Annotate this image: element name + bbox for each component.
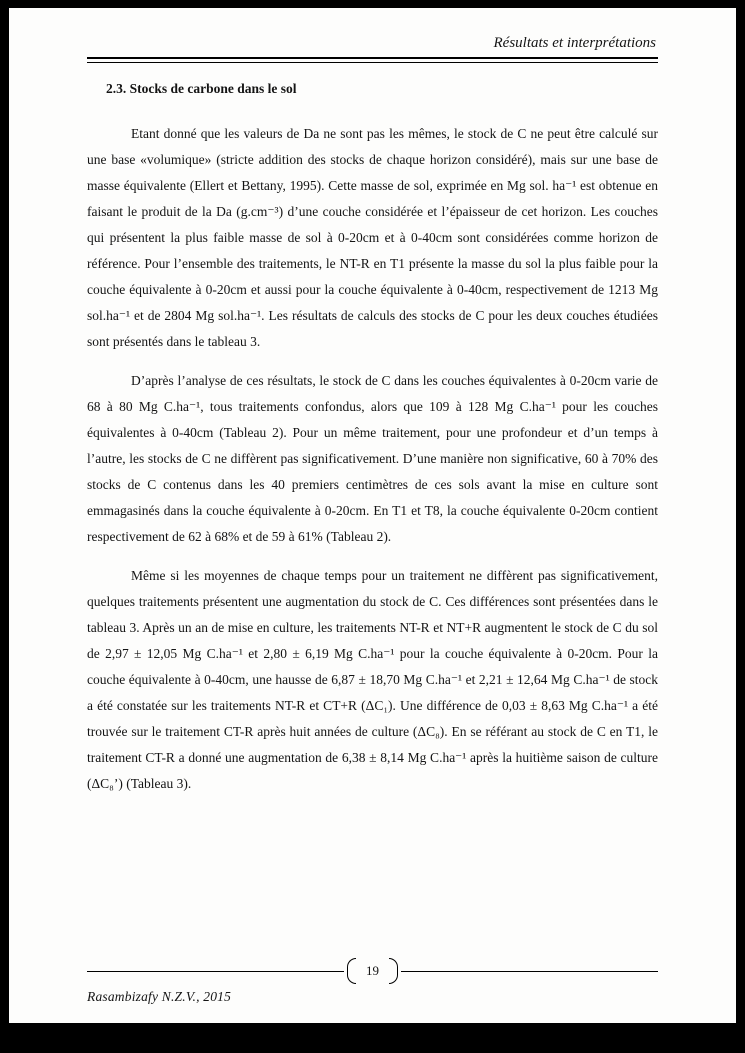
footer-rule-left-segment xyxy=(87,971,344,972)
paragraph-1: Etant donné que les valeurs de Da ne sont pas les mêmes, le stock de C ne peut être calculé sur une base «volumique» (stricte addition des stocks de chaque horizon considéré), mais sur une base de masse équivalente (Ellert et Bettany, 1995). Cette masse de sol, exprimée en Mg sol. ha⁻¹ est obtenue en faisant le produit de la Da (g.cm⁻³) d’une couche considérée et l’épaisseur de cet horizon. Les couches qui présentent la plus faible masse de sol à 0-20cm et à 0-40cm sont considérées comme horizon de référence. Pour l’ensemble des traitements, le NT-R en T1 présente la masse du sol la plus faible pour la couche équivalente à 0-20cm et aussi pour la couche équivalente à 0-40cm, respectivement de 1213 Mg sol.ha⁻¹ et de 2804 Mg sol.ha⁻¹. Les résultats de calculs des stocks de C pour les deux couches étudiées sont présentés dans le tableau 3. xyxy=(87,126,658,349)
header-rule xyxy=(87,57,658,63)
page-number-bracket-left-icon xyxy=(347,958,356,984)
page-footer xyxy=(87,958,658,1005)
section-heading: 2.3. Stocks de carbone dans le sol xyxy=(106,81,297,96)
footer-rule xyxy=(87,958,658,984)
paragraph-2: D’après l’analyse de ces résultats, le stock de C dans les couches équivalentes à 0-20cm varie de 68 à 80 Mg C.ha⁻¹, tous traitements confondus, alors que 109 à 128 Mg C.ha⁻¹ pour les couches équivalentes à 0-40cm (Tableau 2). Pour un même traitement, pour une profondeur et d’un temps à l’autre, les stocks de C ne diffèrent pas significativement. D’une manière non significative, 60 à 70% des stocks de C contenus dans les 40 premiers centimètres de ces sols avant la mise en culture sont emmagasinés dans la couche équivalente à 0-20cm. En T1 et T8, la couche équivalente 0-20cm contient respectivement de 62 à 68% et de 59 à 61% (Tableau 2). xyxy=(87,373,658,544)
footer-rule-right-segment xyxy=(401,971,658,972)
author-citation: Rasambizafy N.Z.V., 2015 xyxy=(87,989,232,1004)
running-header: Résultats et interprétations xyxy=(493,35,656,51)
document-page xyxy=(9,8,736,1023)
body-text xyxy=(87,121,658,797)
page-number-bracket-right-icon xyxy=(389,958,398,984)
page-number: 19 xyxy=(366,963,379,978)
page-number-frame xyxy=(344,958,401,984)
paragraph-3: Même si les moyennes de chaque temps pour un traitement ne diffèrent pas significativement, quelques traitements présentent une augmentation du stock de C. Ces différences sont présentées dans le tableau 3. Après un an de mise en culture, les traitements NT-R et NT+R augmentent le stock de C du sol de 2,97 ± 12,05 Mg C.ha⁻¹ et 2,80 ± 6,19 Mg C.ha⁻¹ pour la couche équivalente à 0-20cm. Pour la couche équivalente à 0-40cm, une hausse de 6,87 ± 18,70 Mg C.ha⁻¹ et 2,21 ± 12,64 Mg C.ha⁻¹ de stock a été constatée sur les traitements NT-R et CT+R (ΔC₁). Une différence de 0,03 ± 8,63 Mg C.ha⁻¹ a été trouvée sur le traitement CT-R après huit années de culture (ΔC₈). En se référant au stock de C en T1, le traitement CT-R a donné une augmentation de 6,38 ± 8,14 Mg C.ha⁻¹ après la huitième saison de culture (ΔC₈’) (Tableau 3). xyxy=(87,568,658,791)
